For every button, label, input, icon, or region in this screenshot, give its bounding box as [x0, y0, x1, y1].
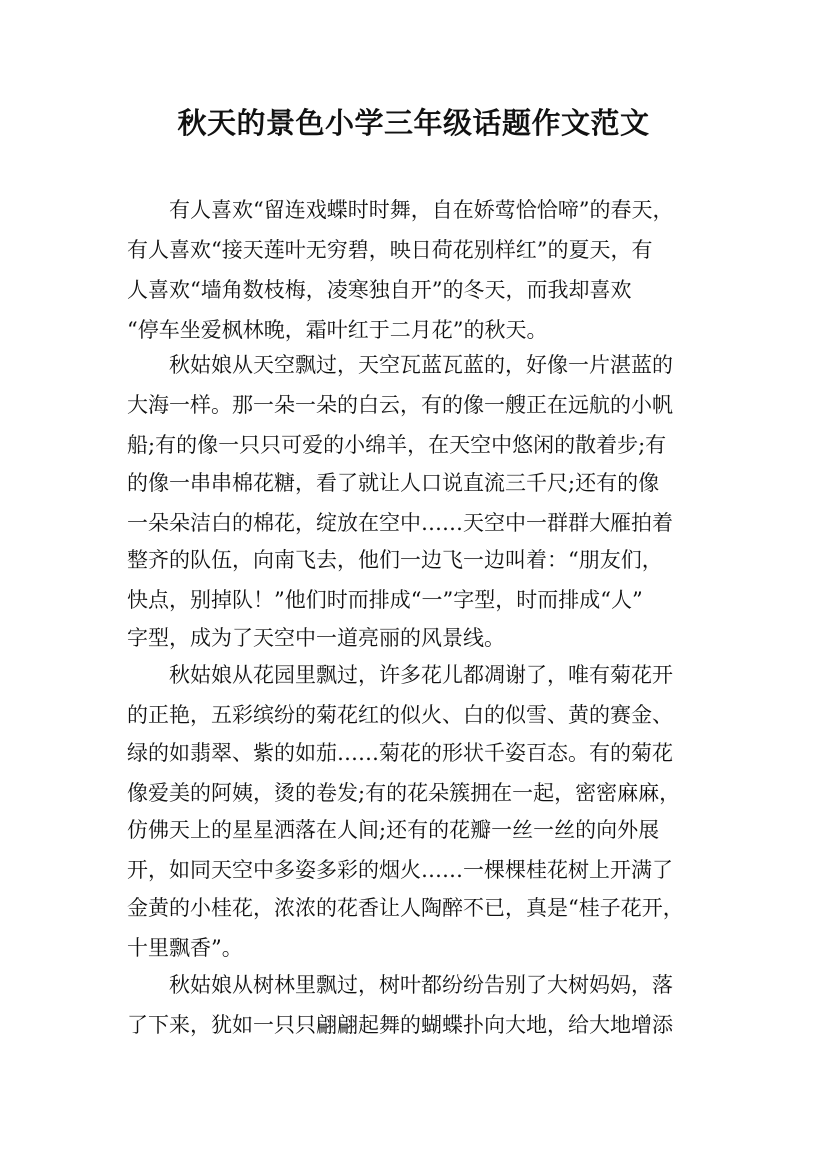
text-line: 像爱美的阿姨，烫的卷发;有的花朵簇拥在一起，密密麻麻， — [127, 781, 681, 805]
text-line: 大海一样。那一朵一朵的白云，有的像一艘正在远航的小帆 — [127, 393, 673, 417]
text-line: 快点，别掉队！”他们时而排成“一”字型，时而排成“人” — [127, 588, 643, 612]
text-line: 一朵朵洁白的棉花，绽放在空中……天空中一群群大雁拍着 — [127, 511, 673, 535]
document-title: 秋天的景色小学三年级话题作文范文 — [177, 106, 650, 140]
text-line: 人喜欢“墙角数枝梅，凌寒独自开”的冬天，而我却喜欢 — [127, 278, 632, 302]
text-line: 有人喜欢“接天莲叶无穷碧，映日荷花别样红”的夏天，有 — [127, 238, 653, 262]
text-line: 有人喜欢“留连戏蝶时时舞，自在娇莺恰恰啼”的春天， — [169, 198, 674, 222]
text-line: 秋姑娘从花园里飘过，许多花儿都凋谢了，唯有菊花开 — [169, 663, 673, 687]
text-line: 金黄的小桂花，浓浓的花香让人陶醉不已，真是“桂子花开， — [127, 896, 684, 920]
text-line: 了下来，犹如一只只翩翩起舞的蝴蝶扑向大地，给大地增添 — [127, 1013, 673, 1037]
text-line: 整齐的队伍，向南飞去，他们一边飞一边叫着：“朋友们， — [127, 548, 663, 572]
text-line: 船;有的像一只只可爱的小绵羊，在天空中悠闲的散着步;有 — [127, 433, 667, 457]
text-line: 秋姑娘从树林里飘过，树叶都纷纷告别了大树妈妈，落 — [169, 973, 673, 997]
text-line: 开，如同天空中多姿多彩的烟火……一棵棵桂花树上开满了 — [127, 858, 673, 882]
text-line: 十里飘香”。 — [127, 936, 243, 960]
text-line: “停车坐爱枫林晚，霜叶红于二月花”的秋天。 — [127, 318, 548, 342]
text-line: 字型，成为了天空中一道亮丽的风景线。 — [127, 626, 505, 650]
text-line: 绿的如翡翠、紫的如茄……菊花的形状千姿百态。有的菊花 — [127, 741, 673, 765]
text-line: 的正艳，五彩缤纷的菊花红的似火、白的似雪、黄的赛金、 — [127, 703, 673, 727]
text-line: 的像一串串棉花糖，看了就让人口说直流三千尺;还有的像 — [127, 471, 660, 495]
text-line: 秋姑娘从天空飘过，天空瓦蓝瓦蓝的，好像一片湛蓝的 — [169, 353, 673, 377]
text-line: 仿佛天上的星星洒落在人间;还有的花瓣一丝一丝的向外展 — [127, 818, 660, 842]
